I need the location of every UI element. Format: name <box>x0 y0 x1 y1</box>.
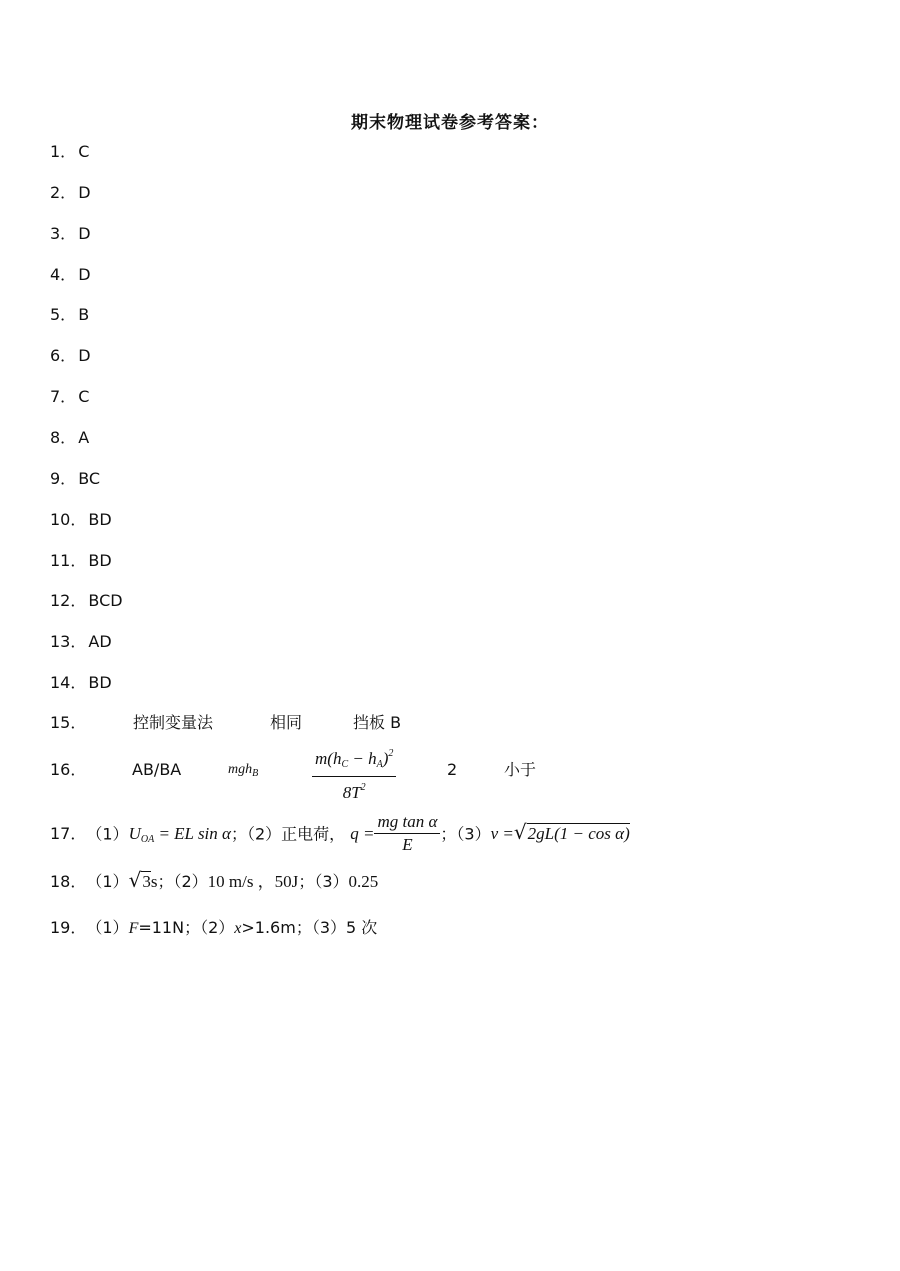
answer-choice: D <box>78 223 91 243</box>
answer-row <box>50 426 89 450</box>
question-number: 4． <box>50 264 77 284</box>
answer-row <box>50 303 89 327</box>
question-number: 6． <box>50 346 77 366</box>
question-number: 14． <box>50 673 87 693</box>
question-number: 19． <box>50 918 87 937</box>
answer-row-16 <box>50 748 537 802</box>
answer-row <box>50 263 91 287</box>
answer-row-15 <box>50 711 402 735</box>
question-number: 13． <box>50 632 87 652</box>
answer-row <box>50 589 123 613</box>
answer-row <box>50 467 100 491</box>
answer-choice: D <box>78 264 91 284</box>
question-number: 17． <box>50 824 87 844</box>
answer-choice: C <box>78 387 90 407</box>
part-label: （1） <box>86 824 129 844</box>
answer-row <box>50 181 91 205</box>
part-separator: ；（2） <box>230 824 282 844</box>
answer-16-fraction: $\frac{m(h_C - h_A)^2}{8T^2}$ <box>312 743 396 804</box>
formula-v: v =√2gL(1 − cos α) <box>490 820 630 845</box>
part-label: （1） <box>86 918 129 937</box>
answer-row <box>50 385 89 409</box>
answer-choice: B <box>78 305 90 325</box>
answer-18-part3: 0.25 <box>348 872 379 891</box>
question-number: 15． <box>50 713 87 732</box>
answer-16-part2: mgh$_B$ <box>228 762 259 779</box>
question-number: 8． <box>50 427 77 447</box>
question-number: 1． <box>50 142 77 161</box>
part-separator: ；（3） <box>440 824 491 844</box>
question-number: 18． <box>50 872 87 891</box>
answer-row <box>50 508 112 532</box>
answer-choice: D <box>78 182 91 202</box>
answer-row-18 <box>50 868 378 892</box>
answer-15-part1: 控制变量法 <box>133 713 214 732</box>
question-number: 2． <box>50 182 77 202</box>
answer-16-part1: AB/BA <box>132 760 182 779</box>
question-number: 16． <box>50 760 87 779</box>
answer-row <box>50 671 112 695</box>
formula-q: q = $\frac{\text{mg tan α}}{E}$ <box>350 824 440 843</box>
answer-choice: BD <box>88 550 112 570</box>
answer-row <box>50 344 91 368</box>
answer-16-part5: 小于 <box>504 760 537 779</box>
question-number: 10． <box>50 509 87 529</box>
answer-15-part3: 挡板 B <box>353 713 402 732</box>
answer-row-17 <box>50 812 630 854</box>
answer-choice: C <box>78 142 90 161</box>
answer-choice: BC <box>78 468 101 488</box>
answer-row <box>50 630 112 654</box>
answer-choice: AD <box>88 632 112 652</box>
question-number: 7． <box>50 387 77 407</box>
answer-choice: D <box>78 346 91 366</box>
question-number: 5． <box>50 305 77 325</box>
answer-choice: BD <box>88 673 112 693</box>
answer-18-part2: 10 m/s ，50J <box>207 872 299 891</box>
answer-19-rest: >1.6m；（3）5 次 <box>241 918 378 937</box>
answer-choice: A <box>78 427 90 447</box>
part-separator: ；（2） <box>157 872 208 891</box>
formula-uoa: $U_{OA}$ = EL sin α <box>128 824 231 846</box>
answer-16-part4: 2 <box>447 760 458 779</box>
question-number: 12． <box>50 591 87 611</box>
answer-row-19 <box>50 916 377 940</box>
answer-choice: BCD <box>88 591 123 611</box>
answer-15-part2: 相同 <box>270 713 303 732</box>
answer-19-force: =11N；（2） <box>138 918 235 937</box>
question-number: 9． <box>50 468 77 488</box>
page-title: 期末物理试卷参考答案： <box>351 113 549 133</box>
symbol-x: x <box>234 920 242 937</box>
answer-row <box>50 549 112 573</box>
part-separator: ；（3） <box>298 872 349 891</box>
question-number: 3． <box>50 223 77 243</box>
symbol-f: F <box>128 920 139 937</box>
answer-choice: BD <box>88 509 112 529</box>
question-number: 11． <box>50 550 87 570</box>
answer-row <box>50 222 91 246</box>
charge-type: 正电荷， <box>281 824 346 844</box>
formula-time: √3s <box>128 868 158 892</box>
answer-row <box>50 140 89 164</box>
part-label: （1） <box>86 872 129 891</box>
